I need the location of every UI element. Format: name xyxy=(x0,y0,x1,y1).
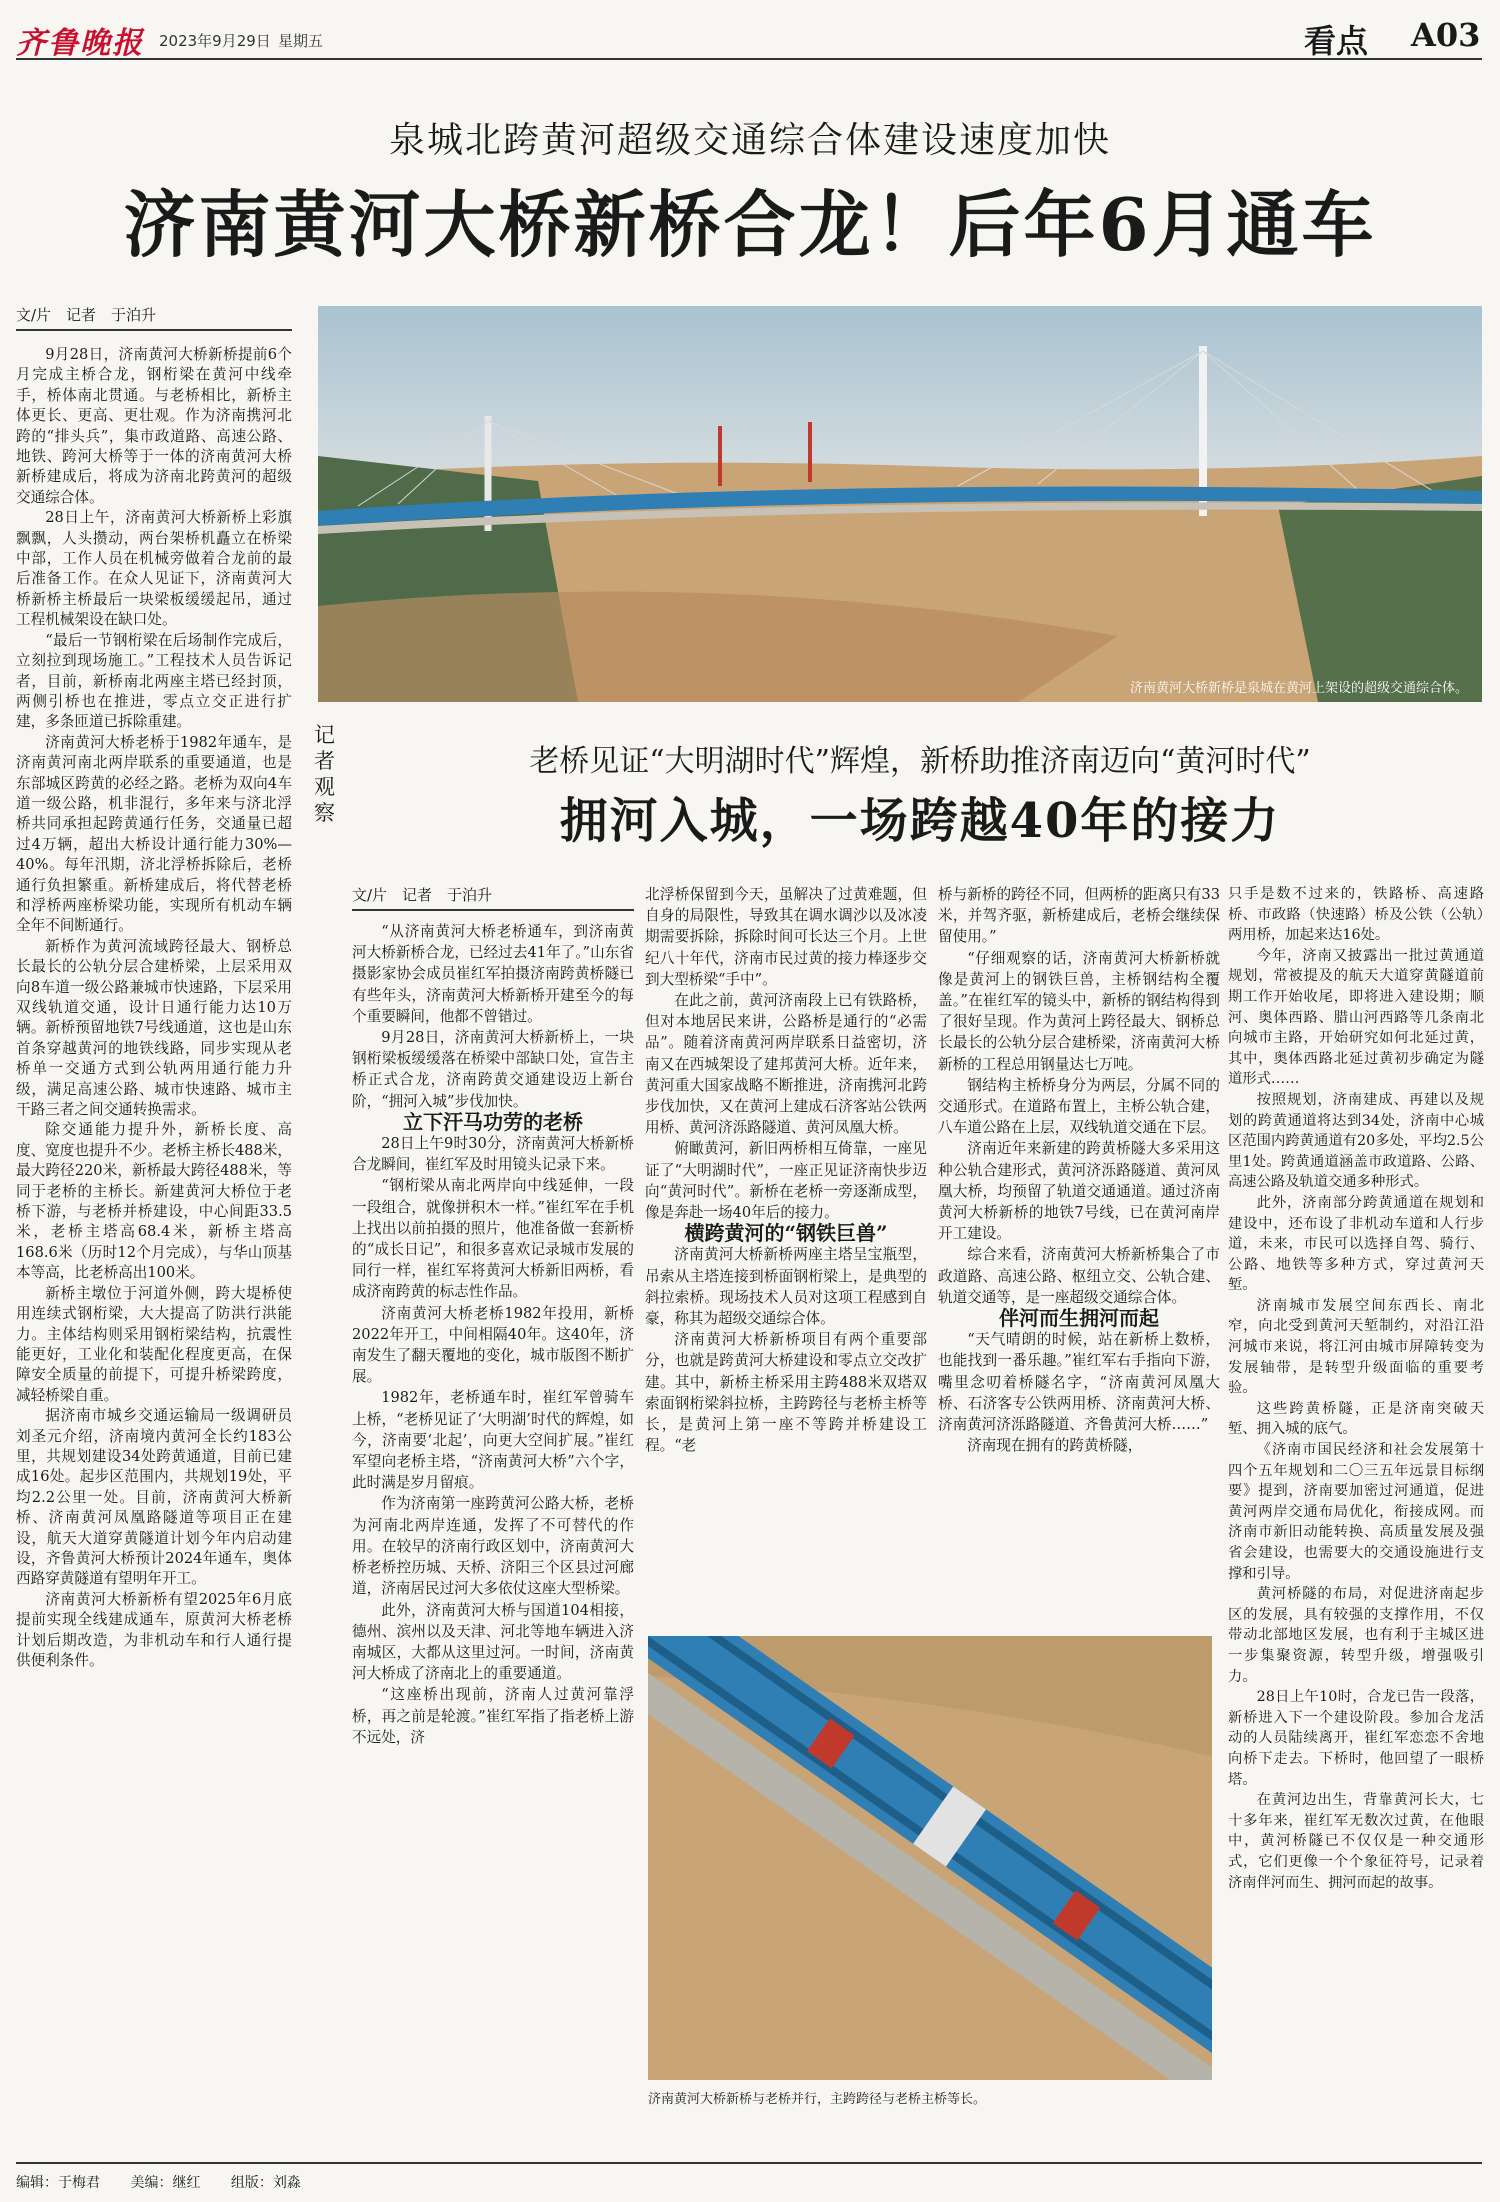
paragraph: 1982年，老桥通车时，崔红军曾骑车上桥，“老桥见证了‘大明湖’时代的辉煌，如今，济南要‘北起’，向更大空间扩展。”崔红军望向老桥主塔，“济南黄河大桥”六个字，此时满是岁月留痕。 xyxy=(352,1389,634,1492)
paragraph: 济南黄河大桥新桥两座主塔呈宝瓶型，吊索从主塔连接到桥面钢桁梁上，是典型的斜拉索桥。现场技术人员对这项工程感到自豪，称其为超级交通综合体。 xyxy=(645,1246,927,1328)
story2-column-4 xyxy=(1228,884,1484,1893)
paragraph: 俯瞰黄河，新旧两桥相互倚靠，一座见证了“大明湖时代”，一座正见证济南快步迈向“黄河时代”。新桥在老桥一旁逐渐成型，像是奔赴一场40年后的接力。 xyxy=(645,1140,927,1222)
paragraph: 在此之前，黄河济南段上已有铁路桥，但对本地居民来讲，公路桥是通行的“必需品”。随着济南黄河两岸联系日益密切，济南又在西城架设了建邦黄河大桥。近年来，黄河重大国家战略不断推进，济南携河北跨步伐加快，又在黄河上建成石济客站公铁两用桥、黄河济泺路隧道、黄河凤凰大桥。 xyxy=(645,992,927,1137)
subheading: 伴河而生拥河而起 xyxy=(999,1306,1159,1331)
credits-footer xyxy=(16,2162,1482,2192)
paragraph: 北浮桥保留到今天，虽解决了过黄难题，但自身的局限性，导致其在调水调沙以及冰凌期需要拆除，拆除时间可长达三个月。上世纪八十年代，济南市民过黄的接力棒逐步交到大型桥梁“手中”。 xyxy=(645,886,927,988)
paragraph: 只手是数不过来的，铁路桥、高速路桥、市政路（快速路）桥及公铁（公轨）两用桥，加起来达16处。 xyxy=(1228,886,1484,944)
photo-caption-2: 济南黄河大桥新桥与老桥并行，主跨跨径与老桥主桥等长。 xyxy=(648,2092,987,2107)
paragraph: 28日上午9时30分，济南黄河大桥新桥合龙瞬间，崔红军及时用镜头记录下来。 xyxy=(352,1135,634,1174)
section-name: 看点 xyxy=(1304,22,1369,60)
paper-name: 齐鲁晚报 xyxy=(16,26,144,61)
paragraph: 据济南市城乡交通运输局一级调研员刘圣元介绍，济南境内黄河全长约183公里，共规划建设34处跨黄通道，目前已建成16处。起步区范围内，共规划19处，平均2.2公里一处。目前，济南黄河大桥新桥、济南黄河凤凰路隧道等项目正在建设，航天大道穿黄隧道计划今年内启动建设，齐鲁黄河大桥预计2024年通车，奥体西路穿黄隧道有望明年开工。 xyxy=(16,1407,292,1588)
masthead xyxy=(16,14,1482,60)
section-label: 记者观察 xyxy=(314,723,335,825)
paragraph: 新桥主墩位于河道外侧，跨大堤桥使用连续式钢桁梁，大大提高了防洪行洪能力。主体结构则采用钢桁梁结构，抗震性能更好，工业化和装配化程度更高，在保障安全质量的前提下，可提升桥梁跨度，减轻桥梁自重。 xyxy=(16,1284,292,1404)
paragraph: 今年，济南又披露出一批过黄通道规划，常被提及的航天大道穿黄隧道前期工作开始收尾，即将进入建设期；顺河、奥体西路、腊山河西路等几条南北向城市主路，开始研究如何北延过黄，其中，奥体西路北延过黄初步确定为隧道形式…… xyxy=(1228,947,1484,1088)
paragraph: “从济南黄河大桥老桥通车，到济南黄河大桥新桥合龙，已经过去41年了。”山东省摄影家协会成员崔红军拍摄济南跨黄桥隧已有些年头，济南黄河大桥新桥开建至今的每个重要瞬间，他都不曾错过。 xyxy=(352,923,634,1025)
story2-column-3 xyxy=(938,884,1220,1456)
story1-headline: 济南黄河大桥新桥合龙！后年6月通车 xyxy=(123,182,1377,267)
bridge-aerial-photo xyxy=(318,306,1482,702)
bridges-top-view-photo xyxy=(648,1636,1212,2080)
paragraph: 综合来看，济南黄河大桥新桥集合了市政道路、高速公路、枢纽立交、公轨合建、轨道交通等，是一座超级交通综合体。 xyxy=(938,1246,1220,1306)
paragraph: 桥与新桥的跨径不同，但两桥的距离只有33米，并驾齐驱，新桥建成后，老桥会继续保留使用。” xyxy=(938,886,1220,946)
paper-weekday: 星期五 xyxy=(278,32,324,50)
subheading: 横跨黄河的“钢铁巨兽” xyxy=(684,1221,888,1246)
paragraph: 此外，济南黄河大桥与国道104相接，德州、滨州以及天津、河北等地车辆进入济南城区，大都从这里过河。一时间，济南黄河大桥成了济南北上的重要通道。 xyxy=(352,1601,634,1683)
paragraph: 这些跨黄桥隧，正是济南突破天堑、拥入城的底气。 xyxy=(1228,1400,1484,1438)
editor-credit: 编辑：于梅君 xyxy=(16,2175,100,2191)
paragraph: 除交通能力提升外，新桥长度、高度、宽度也提升不少。老桥主桥长488米，最大跨径220米，新桥最大跨径488米，等同于老桥的主桥长。新建黄河大桥位于老桥下游，与老桥并桥建设，中心间距33.5米，老桥主塔高68.4米，新桥主塔高168.6米（历时12个月完成），与华山顶基本等高，比老桥高出100米。 xyxy=(16,1121,292,1282)
paragraph: “仔细观察的话，济南黄河大桥新桥就像是黄河上的钢铁巨兽，主桥钢结构全覆盖。”在崔红军的镜头中，新桥的钢结构得到了很好呈现。作为黄河上跨径最大、钢桥总长最长的公轨分层合建桥梁，济南黄河大桥新桥的工程总用钢量达七万吨。 xyxy=(938,949,1220,1073)
story2-headline: 拥河入城，一场跨越40年的接力 xyxy=(559,793,1281,849)
paragraph: 济南黄河大桥新桥有望2025年6月底提前实现全线建成通车，原黄河大桥老桥计划后期改造，为非机动车和行人通行提供便利条件。 xyxy=(16,1590,292,1669)
paragraph: “天气晴朗的时候，站在新桥上数桥，也能找到一番乐趣。”崔红军右手指向下游，嘴里念叨着桥隧名字，“济南黄河凤凰大桥、石济客专公铁两用桥、济南黄河大桥、济南黄河济泺路隧道、齐鲁黄河大桥……” xyxy=(938,1331,1220,1434)
paragraph: 28日上午10时，合龙已告一段落，新桥进入下一个建设阶段。参加合龙活动的人员陆续离开，崔红军恋恋不舍地向桥下走去。下桥时，他回望了一眼桥塔。 xyxy=(1228,1689,1484,1788)
story2-byline: 文/片 记者 于泊升 xyxy=(352,884,634,911)
paragraph: 济南黄河大桥老桥1982年投用，新桥2022年开工，中间相隔40年。这40年，济南发生了翻天覆地的变化，城市版图不断扩展。 xyxy=(352,1304,634,1386)
story1-kicker: 泉城北跨黄河超级交通综合体建设速度加快 xyxy=(388,120,1111,161)
story1-text xyxy=(16,345,292,1671)
page-number: A03 xyxy=(1411,16,1481,54)
layout-credit: 组版：刘淼 xyxy=(230,2175,301,2191)
paragraph: 《济南市国民经济和社会发展第十四个五年规划和二〇三五年远景目标纲要》提到，济南要加密过河通道，促进黄河两岸交通布局优化，衔接成网。而济南市新旧动能转换、高质量发展及强省会建设，也需要大的交通设施进行支撑和引导。 xyxy=(1228,1442,1484,1582)
story1-byline: 文/片 记者 于泊升 xyxy=(16,304,292,331)
paragraph: 作为济南第一座跨黄河公路大桥，老桥为河南北两岸连通，发挥了不可替代的作用。在较早的济南行政区划中，济南黄河大桥老桥控历城、天桥、济阳三个区县过河廊道，济南居民过河大多依仗这座大型桥梁。 xyxy=(352,1495,634,1598)
paragraph: 济南现在拥有的跨黄桥隧， xyxy=(967,1437,1143,1455)
paragraph: “钢桁梁从南北两岸向中线延伸，一段一段组合，就像拼积木一样。”崔红军在手机上找出以前拍摄的照片，他准备做一套新桥的“成长日记”，和很多喜欢记录城市发展的同行一样，崔红军将黄河大桥新旧两桥，看成济南跨黄的标志性作品。 xyxy=(352,1177,634,1301)
paragraph: 在黄河边出生，背靠黄河长大，七十多年来，崔红军无数次过黄，在他眼中，黄河桥隧已不仅仅是一种交通形式，它们更像一个个象征符号，记录着济南伴河而生、拥河而起的故事。 xyxy=(1228,1792,1484,1891)
paragraph: “最后一节钢桁梁在后场制作完成后，立刻拉到现场施工。”工程技术人员告诉记者，目前，新桥南北两座主塔已经封顶，两侧引桥也在推进，零点立交正进行扩建，多条匝道已拆除重建。 xyxy=(16,631,292,731)
story1-body xyxy=(16,304,292,1671)
art-editor-credit: 美编：继红 xyxy=(130,2175,201,2191)
paragraph: 9月28日，济南黄河大桥新桥提前6个月完成主桥合龙，钢桁梁在黄河中线牵手，桥体南北贯通。与老桥相比，新桥主体更长、更高、更壮观。作为济南携河北跨的“排头兵”，集市政道路、高速公路、地铁、跨河大桥等于一体的济南黄河大桥新桥建成后，将成为济南北跨黄河的超级交通综合体。 xyxy=(16,346,292,506)
paragraph: 钢结构主桥桥身分为两层，分属不同的交通形式。在道路布置上，主桥公轨合建，八车道公路在上层，双线轨道交通在下层。 xyxy=(938,1076,1220,1137)
story2-column-2 xyxy=(645,884,927,1456)
paragraph: “这座桥出现前，济南人过黄河靠浮桥，再之前是轮渡。”崔红军指了指老桥上游不远处，济 xyxy=(352,1686,634,1746)
paragraph: 济南黄河大桥新桥项目有两个重要部分，也就是跨黄河大桥建设和零点立交改扩建。其中，新桥主桥采用主跨488米双塔双索面钢桁梁斜拉桥，主跨跨径与老桥主桥等长，是黄河上第一座不等跨并桥建设工程。“老 xyxy=(645,1331,927,1455)
paragraph: 济南近年来新建的跨黄桥隧大多采用这种公轨合建形式，黄河济泺路隧道、黄河凤凰大桥，均预留了轨道交通通道。通过济南黄河大桥新桥的地铁7号线，已在黄河南岸开工建设。 xyxy=(938,1140,1220,1243)
paragraph: 济南黄河大桥老桥于1982年通车，是济南黄河南北两岸联系的重要通道，也是东部城区跨黄的必经之路。老桥为双向4车道一级公路，机非混行，多年来与济北浮桥共同承担起跨黄通行任务，交通量已超过4万辆，超出大桥设计通行能力30%—40%。每年汛期，济北浮桥拆除后，老桥通行负担繁重。新桥建成后，将代替老桥和浮桥两座桥梁功能，实现所有机动车辆全年不间断通行。 xyxy=(16,733,292,935)
paragraph: 黄河桥隧的布局，对促进济南起步区的发展，具有较强的支撑作用，不仅带动北部地区发展，也有利于主城区进一步集聚资源，转型升级，增强吸引力。 xyxy=(1228,1586,1484,1685)
paragraph: 28日上午，济南黄河大桥新桥上彩旗飘飘，人头攒动，两台架桥机矗立在桥梁中部，工作人员在机械旁做着合龙前的最后准备工作。在众人见证下，济南黄河大桥新桥主桥最后一块梁板缓缓起吊，通过工程机械架设在缺口处。 xyxy=(16,509,292,629)
story2-kicker: 老桥见证“大明湖时代”辉煌，新桥助推济南迈向“黄河时代” xyxy=(529,744,1311,779)
paragraph: 9月28日，济南黄河大桥新桥上，一块钢桁梁板缓缓落在桥梁中部缺口处，宣告主桥正式合龙，济南跨黄交通建设迈上新台阶，“拥河入城”步伐加快。 xyxy=(352,1029,634,1110)
subheading: 立下汗马功劳的老桥 xyxy=(403,1109,583,1134)
story2-column-1 xyxy=(352,884,634,1748)
paragraph: 按照规划，济南建成、再建以及规划的跨黄通道将达到34处，济南中心城区范围内跨黄通道有20多处，平均2.5公里1处。跨黄通道涵盖市政道路、公路、高速公路及轨道交通多种形式。 xyxy=(1228,1091,1484,1191)
paragraph: 此外，济南部分跨黄通道在规划和建设中，还布设了非机动车道和人行步道，未来，市民可以选择自驾、骑行、公路、地铁等多种方式，穿过黄河天堑。 xyxy=(1228,1194,1484,1294)
paper-date: 2023年9月29日 xyxy=(159,32,271,50)
photo-caption: 济南黄河大桥新桥是泉城在黄河上架设的超级交通综合体。 xyxy=(1129,681,1468,696)
paragraph: 济南城市发展空间东西长、南北窄，向北受到黄河天堑制约，对沿江沿河城市来说，将江河由城市屏障转变为发展轴带，是转型升级面临的重要考验。 xyxy=(1228,1297,1484,1397)
paragraph: 新桥作为黄河流域跨径最大、钢桥总长最长的公轨分层合建桥梁，上层采用双向8车道一级公路兼城市快速路，下层采用双线轨道交通，设计日通行能力达10万辆。新桥预留地铁7号线通道，这也是山东首条穿越黄河的地铁线路，同步实现从老桥单一交通方式到公轨两用通行能力升级，满足高速公路、城市快速路、城市主干路三者之间交通转换需求。 xyxy=(16,937,292,1119)
